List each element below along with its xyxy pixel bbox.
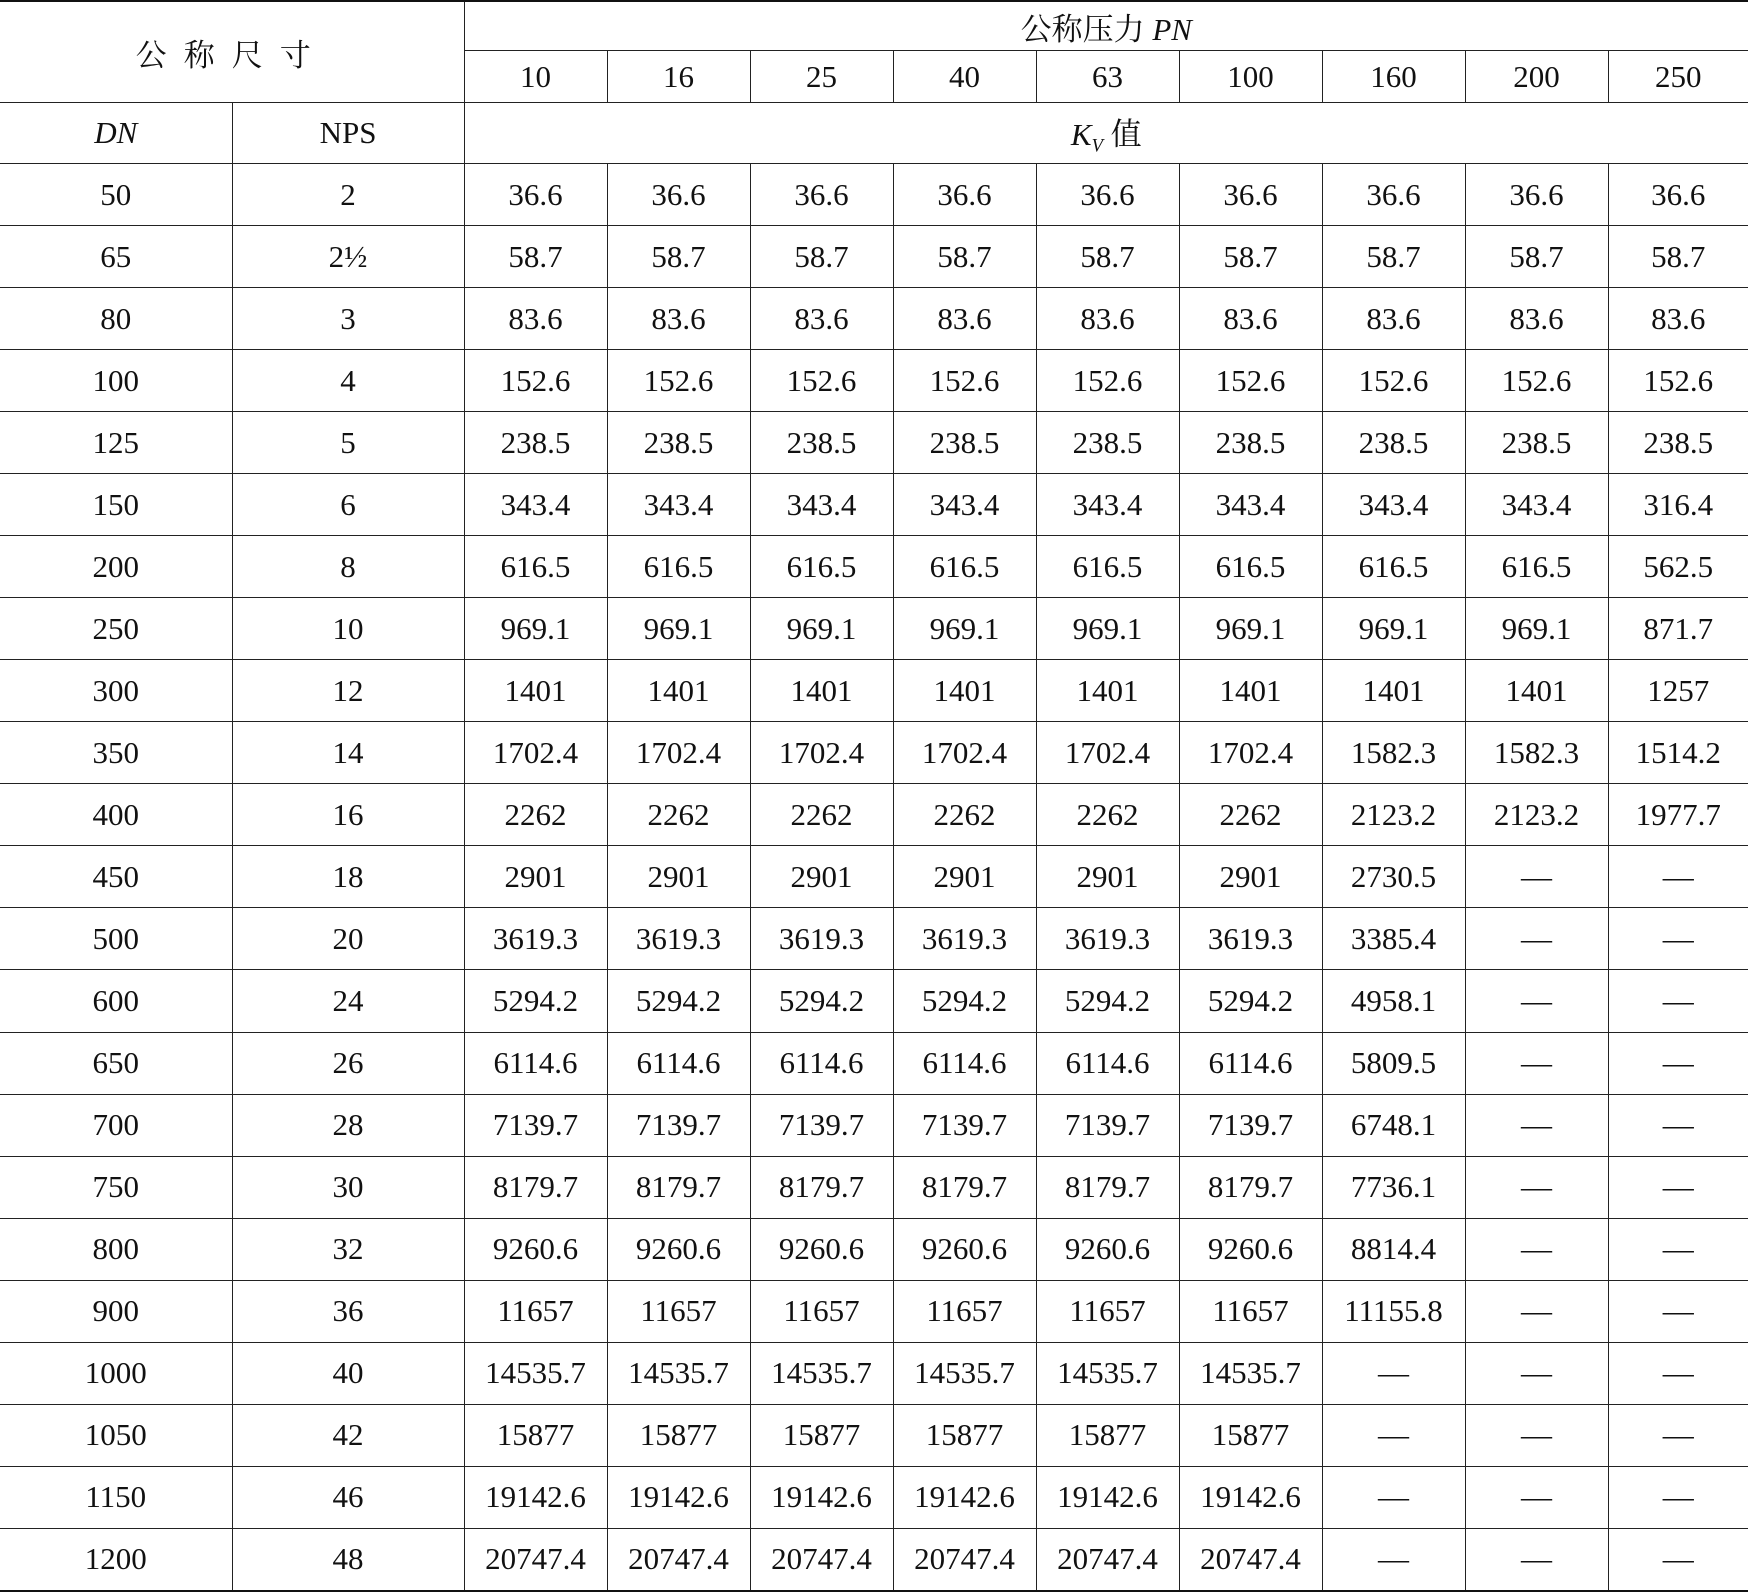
kv-value-cell: 19142.6: [1036, 1466, 1179, 1528]
kv-value-cell: —: [1465, 1528, 1608, 1591]
table-row: [0, 846, 1748, 908]
kv-value-cell: —: [1322, 1528, 1465, 1591]
dn-cell: 600: [0, 970, 232, 1032]
kv-value-cell: 9260.6: [1179, 1218, 1322, 1280]
kv-value-cell: 5809.5: [1322, 1032, 1465, 1094]
nominal-pressure-symbol: PN: [1152, 11, 1192, 47]
kv-value-cell: —: [1465, 1094, 1608, 1156]
kv-value-cell: 3619.3: [464, 908, 607, 970]
kv-value-cell: 2262: [464, 784, 607, 846]
kv-value-cell: 8179.7: [607, 1156, 750, 1218]
kv-value-cell: 343.4: [464, 474, 607, 536]
kv-value-cell: 5294.2: [607, 970, 750, 1032]
kv-value-cell: 343.4: [1179, 474, 1322, 536]
kv-value-cell: 343.4: [1036, 474, 1179, 536]
kv-value-cell: 238.5: [1465, 412, 1608, 474]
kv-value-cell: 36.6: [1322, 164, 1465, 226]
nps-cell: 36: [232, 1280, 464, 1342]
kv-value-cell: 1514.2: [1608, 722, 1748, 784]
nps-cell: 3: [232, 288, 464, 350]
dn-cell: 400: [0, 784, 232, 846]
kv-value-cell: 7139.7: [750, 1094, 893, 1156]
kv-value-cell: —: [1465, 1404, 1608, 1466]
kv-value-cell: 1401: [1036, 660, 1179, 722]
dn-cell: 100: [0, 350, 232, 412]
kv-value-cell: 9260.6: [750, 1218, 893, 1280]
kv-value-cell: 238.5: [1179, 412, 1322, 474]
kv-value-cell: 616.5: [1179, 536, 1322, 598]
nps-cell: 46: [232, 1466, 464, 1528]
kv-value-cell: 969.1: [1036, 598, 1179, 660]
kv-value-cell: 6114.6: [750, 1032, 893, 1094]
kv-value-cell: 6114.6: [1179, 1032, 1322, 1094]
kv-value-cell: 15877: [893, 1404, 1036, 1466]
table-row: [0, 164, 1748, 226]
kv-value-cell: 1257: [1608, 660, 1748, 722]
kv-value-cell: 152.6: [1036, 350, 1179, 412]
kv-value-cell: 20747.4: [1179, 1528, 1322, 1591]
kv-value-cell: 2262: [1179, 784, 1322, 846]
kv-value-cell: —: [1322, 1404, 1465, 1466]
kv-value-cell: 9260.6: [464, 1218, 607, 1280]
kv-value-cell: 83.6: [1608, 288, 1748, 350]
kv-value-cell: 7139.7: [1036, 1094, 1179, 1156]
kv-value-cell: 36.6: [1179, 164, 1322, 226]
kv-value-cell: 1582.3: [1322, 722, 1465, 784]
pn-class-cell: 16: [607, 51, 750, 103]
kv-value-cell: 152.6: [1322, 350, 1465, 412]
kv-value-cell: —: [1465, 846, 1608, 908]
kv-value-cell: 11657: [607, 1280, 750, 1342]
kv-value-cell: 20747.4: [893, 1528, 1036, 1591]
kv-value-cell: —: [1465, 1280, 1608, 1342]
header-row-units: [0, 103, 1748, 164]
kv-value-cell: 11657: [1036, 1280, 1179, 1342]
kv-value-cell: 58.7: [1608, 226, 1748, 288]
dn-cell: 150: [0, 474, 232, 536]
nps-cell: 24: [232, 970, 464, 1032]
kv-value-cell: 83.6: [464, 288, 607, 350]
kv-value-cell: 83.6: [1322, 288, 1465, 350]
kv-value-cell: 5294.2: [464, 970, 607, 1032]
kv-value-cell: 20747.4: [750, 1528, 893, 1591]
kv-value-cell: 969.1: [893, 598, 1036, 660]
nps-cell: 8: [232, 536, 464, 598]
kv-value-cell: 83.6: [1179, 288, 1322, 350]
dn-cell: 300: [0, 660, 232, 722]
kv-value-cell: 2123.2: [1322, 784, 1465, 846]
kv-value-cell: 8179.7: [464, 1156, 607, 1218]
nps-cell: 32: [232, 1218, 464, 1280]
kv-value-cell: 58.7: [893, 226, 1036, 288]
kv-value-cell: —: [1465, 1032, 1608, 1094]
nps-cell: 5: [232, 412, 464, 474]
kv-subscript: V: [1091, 135, 1103, 157]
kv-value-cell: —: [1608, 908, 1748, 970]
kv-value-cell: 1401: [1322, 660, 1465, 722]
kv-value-cell: 7139.7: [1179, 1094, 1322, 1156]
nps-cell: 16: [232, 784, 464, 846]
kv-value-cell: 616.5: [1036, 536, 1179, 598]
kv-value-cell: 5294.2: [1179, 970, 1322, 1032]
table-row: [0, 1218, 1748, 1280]
kv-value-cell: 7736.1: [1322, 1156, 1465, 1218]
kv-value-cell: 6114.6: [893, 1032, 1036, 1094]
kv-value-cell: 14535.7: [750, 1342, 893, 1404]
table-row: [0, 598, 1748, 660]
nps-cell: 6: [232, 474, 464, 536]
dn-cell: 500: [0, 908, 232, 970]
kv-value-cell: 14535.7: [464, 1342, 607, 1404]
kv-value-cell: 152.6: [1179, 350, 1322, 412]
kv-value-cell: 343.4: [1465, 474, 1608, 536]
kv-value-cell: 14535.7: [1036, 1342, 1179, 1404]
kv-value-cell: 238.5: [464, 412, 607, 474]
kv-value-cell: —: [1608, 1094, 1748, 1156]
table-row: [0, 1404, 1748, 1466]
kv-value-cell: 14535.7: [607, 1342, 750, 1404]
kv-value-cell: —: [1608, 846, 1748, 908]
kv-value-cell: 5294.2: [1036, 970, 1179, 1032]
pn-class-cell: 25: [750, 51, 893, 103]
kv-value-cell: —: [1465, 1342, 1608, 1404]
kv-value-cell: 616.5: [607, 536, 750, 598]
kv-value-cell: 3619.3: [607, 908, 750, 970]
nps-cell: 30: [232, 1156, 464, 1218]
kv-value-cell: 616.5: [893, 536, 1036, 598]
kv-value-cell: 9260.6: [1036, 1218, 1179, 1280]
kv-value-cell: 152.6: [1608, 350, 1748, 412]
nps-header: NPS: [232, 103, 464, 164]
table-row: [0, 412, 1748, 474]
dn-cell: 250: [0, 598, 232, 660]
kv-value-cell: 238.5: [1036, 412, 1179, 474]
pn-class-cell: 100: [1179, 51, 1322, 103]
kv-value-cell: 1401: [464, 660, 607, 722]
kv-value-cell: 14535.7: [1179, 1342, 1322, 1404]
kv-value-cell: 36.6: [1465, 164, 1608, 226]
kv-value-cell: 152.6: [750, 350, 893, 412]
kv-value-cell: 152.6: [1465, 350, 1608, 412]
dn-cell: 700: [0, 1094, 232, 1156]
dn-cell: 1150: [0, 1466, 232, 1528]
kv-value-cell: 2262: [893, 784, 1036, 846]
kv-value-cell: 343.4: [893, 474, 1036, 536]
kv-value-cell: 15877: [1036, 1404, 1179, 1466]
pn-class-cell: 160: [1322, 51, 1465, 103]
kv-value-cell: 969.1: [1465, 598, 1608, 660]
dn-cell: 80: [0, 288, 232, 350]
kv-value-cell: —: [1465, 1218, 1608, 1280]
kv-value-cell: 616.5: [1465, 536, 1608, 598]
kv-value-cell: 2730.5: [1322, 846, 1465, 908]
kv-value-cell: —: [1608, 1156, 1748, 1218]
kv-value-cell: 2262: [607, 784, 750, 846]
kv-value-cell: 83.6: [1465, 288, 1608, 350]
kv-value-cell: 9260.6: [607, 1218, 750, 1280]
kv-value-cell: 238.5: [1608, 412, 1748, 474]
kv-value-cell: 15877: [750, 1404, 893, 1466]
kv-value-cell: 2262: [750, 784, 893, 846]
table-row: [0, 288, 1748, 350]
kv-value-cell: —: [1608, 1528, 1748, 1591]
kv-symbol: K: [1070, 116, 1092, 152]
kv-value-cell: 2901: [1179, 846, 1322, 908]
kv-value-cell: 58.7: [464, 226, 607, 288]
dn-cell: 200: [0, 536, 232, 598]
nps-cell: 48: [232, 1528, 464, 1591]
nps-cell: 4: [232, 350, 464, 412]
table-row: [0, 1094, 1748, 1156]
dn-cell: 1200: [0, 1528, 232, 1591]
nominal-pressure-label: 公称压力: [1020, 11, 1145, 47]
table-row: [0, 1342, 1748, 1404]
kv-value-cell: 969.1: [1179, 598, 1322, 660]
table-row: [0, 350, 1748, 412]
kv-value-cell: —: [1608, 1466, 1748, 1528]
kv-value-cell: —: [1608, 970, 1748, 1032]
kv-value-cell: 15877: [464, 1404, 607, 1466]
table-row: [0, 1032, 1748, 1094]
kv-value-cell: 1401: [893, 660, 1036, 722]
kv-value-cell: 2901: [1036, 846, 1179, 908]
kv-header: [464, 103, 1748, 164]
kv-value-cell: 58.7: [1036, 226, 1179, 288]
kv-value-cell: 20747.4: [1036, 1528, 1179, 1591]
dn-header: DN: [0, 103, 232, 164]
pn-class-cell: 63: [1036, 51, 1179, 103]
kv-value-cell: 11155.8: [1322, 1280, 1465, 1342]
kv-value-cell: 20747.4: [464, 1528, 607, 1591]
pn-class-cell: 250: [1608, 51, 1748, 103]
dn-cell: 1000: [0, 1342, 232, 1404]
kv-value-cell: 36.6: [464, 164, 607, 226]
kv-value-cell: 3619.3: [893, 908, 1036, 970]
kv-value-cell: 1401: [750, 660, 893, 722]
nominal-size-label: 公称尺寸: [135, 37, 328, 73]
dn-cell: 800: [0, 1218, 232, 1280]
kv-value-cell: —: [1465, 908, 1608, 970]
kv-value-cell: 3619.3: [1179, 908, 1322, 970]
kv-value-cell: 152.6: [893, 350, 1036, 412]
kv-value-cell: 7139.7: [607, 1094, 750, 1156]
kv-value-cell: 19142.6: [750, 1466, 893, 1528]
table-row: [0, 1156, 1748, 1218]
kv-value-cell: 58.7: [750, 226, 893, 288]
kv-value-cell: 343.4: [607, 474, 750, 536]
kv-value-cell: 19142.6: [464, 1466, 607, 1528]
kv-value-cell: —: [1465, 1156, 1608, 1218]
kv-value-cell: 152.6: [607, 350, 750, 412]
kv-value-cell: 83.6: [607, 288, 750, 350]
kv-value-cell: 58.7: [1465, 226, 1608, 288]
pn-class-cell: 10: [464, 51, 607, 103]
kv-value-cell: 2901: [464, 846, 607, 908]
kv-value-cell: 7139.7: [893, 1094, 1036, 1156]
kv-value-cell: 8179.7: [1036, 1156, 1179, 1218]
kv-value-cell: 83.6: [1036, 288, 1179, 350]
kv-suffix: 值: [1110, 116, 1142, 152]
table-row: [0, 536, 1748, 598]
nps-cell: 14: [232, 722, 464, 784]
kv-value-cell: 1401: [1179, 660, 1322, 722]
kv-value-cell: 238.5: [750, 412, 893, 474]
table-row: [0, 474, 1748, 536]
kv-value-cell: 343.4: [750, 474, 893, 536]
kv-value-cell: 14535.7: [893, 1342, 1036, 1404]
kv-value-cell: 11657: [893, 1280, 1036, 1342]
kv-value-cell: —: [1608, 1280, 1748, 1342]
kv-value-cell: 36.6: [1608, 164, 1748, 226]
kv-value-cell: 238.5: [893, 412, 1036, 474]
kv-value-cell: —: [1608, 1218, 1748, 1280]
kv-value-cell: 83.6: [893, 288, 1036, 350]
table-row: [0, 1466, 1748, 1528]
kv-value-cell: 2901: [893, 846, 1036, 908]
dn-cell: 350: [0, 722, 232, 784]
kv-value-cell: 2901: [750, 846, 893, 908]
nps-cell: 10: [232, 598, 464, 660]
kv-value-cell: 969.1: [607, 598, 750, 660]
table-row: [0, 784, 1748, 846]
dn-cell: 1050: [0, 1404, 232, 1466]
kv-value-cell: 343.4: [1322, 474, 1465, 536]
table-row: [0, 722, 1748, 784]
kv-value-cell: 6114.6: [464, 1032, 607, 1094]
dn-cell: 50: [0, 164, 232, 226]
nps-cell: 26: [232, 1032, 464, 1094]
kv-value-cell: 316.4: [1608, 474, 1748, 536]
table-row: [0, 1528, 1748, 1591]
kv-value-cell: 19142.6: [1179, 1466, 1322, 1528]
kv-value-cell: 1702.4: [607, 722, 750, 784]
table-row: [0, 226, 1748, 288]
table-body: [0, 1, 1748, 1591]
nominal-pressure-header: [464, 1, 1748, 51]
kv-value-cell: 5294.2: [893, 970, 1036, 1032]
kv-value-cell: 11657: [750, 1280, 893, 1342]
kv-value-cell: 1977.7: [1608, 784, 1748, 846]
kv-value-cell: 969.1: [1322, 598, 1465, 660]
kv-value-cell: 4958.1: [1322, 970, 1465, 1032]
nps-cell: 18: [232, 846, 464, 908]
kv-value-cell: 7139.7: [464, 1094, 607, 1156]
nps-cell: 42: [232, 1404, 464, 1466]
kv-value-cell: 1582.3: [1465, 722, 1608, 784]
kv-value-cell: 15877: [1179, 1404, 1322, 1466]
kv-value-cell: 6748.1: [1322, 1094, 1465, 1156]
kv-value-cell: 1401: [607, 660, 750, 722]
kv-value-cell: 58.7: [1322, 226, 1465, 288]
kv-value-cell: 58.7: [1179, 226, 1322, 288]
kv-value-cell: 562.5: [1608, 536, 1748, 598]
nominal-size-header: [0, 1, 464, 103]
kv-value-cell: 9260.6: [893, 1218, 1036, 1280]
nps-cell: 20: [232, 908, 464, 970]
kv-value-cell: 36.6: [750, 164, 893, 226]
kv-value-cell: 969.1: [464, 598, 607, 660]
dn-cell: 750: [0, 1156, 232, 1218]
kv-value-cell: 616.5: [750, 536, 893, 598]
kv-value-cell: 8179.7: [893, 1156, 1036, 1218]
table-row: [0, 908, 1748, 970]
dn-cell: 450: [0, 846, 232, 908]
kv-value-cell: 1702.4: [1036, 722, 1179, 784]
kv-value-cell: —: [1608, 1404, 1748, 1466]
kv-value-cell: 969.1: [750, 598, 893, 660]
kv-value-cell: 152.6: [464, 350, 607, 412]
kv-value-cell: 1702.4: [464, 722, 607, 784]
dn-cell: 900: [0, 1280, 232, 1342]
kv-value-cell: 83.6: [750, 288, 893, 350]
table-row: [0, 970, 1748, 1032]
kv-value-cell: 871.7: [1608, 598, 1748, 660]
kv-value-cell: 19142.6: [607, 1466, 750, 1528]
kv-value-cell: 6114.6: [607, 1032, 750, 1094]
nps-cell: 28: [232, 1094, 464, 1156]
kv-value-cell: 8814.4: [1322, 1218, 1465, 1280]
kv-value-cell: 15877: [607, 1404, 750, 1466]
table-row: [0, 1280, 1748, 1342]
dn-cell: 125: [0, 412, 232, 474]
kv-value-cell: 1702.4: [750, 722, 893, 784]
kv-value-cell: 58.7: [607, 226, 750, 288]
kv-value-cell: 3385.4: [1322, 908, 1465, 970]
kv-value-cell: 238.5: [607, 412, 750, 474]
kv-value-cell: 1702.4: [893, 722, 1036, 784]
kv-value-cell: 11657: [1179, 1280, 1322, 1342]
kv-value-cell: 36.6: [1036, 164, 1179, 226]
kv-value-cell: —: [1608, 1342, 1748, 1404]
kv-value-cell: 6114.6: [1036, 1032, 1179, 1094]
kv-value-cell: —: [1322, 1342, 1465, 1404]
kv-value-cell: —: [1465, 970, 1608, 1032]
kv-value-cell: 2901: [607, 846, 750, 908]
kv-value-cell: —: [1322, 1466, 1465, 1528]
kv-value-cell: 8179.7: [750, 1156, 893, 1218]
kv-value-cell: —: [1608, 1032, 1748, 1094]
kv-value-cell: 11657: [464, 1280, 607, 1342]
header-row-pressure: [0, 1, 1748, 51]
nps-cell: 2: [232, 164, 464, 226]
kv-value-cell: 2123.2: [1465, 784, 1608, 846]
nps-cell: 12: [232, 660, 464, 722]
nps-cell: 40: [232, 1342, 464, 1404]
kv-value-cell: 8179.7: [1179, 1156, 1322, 1218]
kv-value-cell: 1401: [1465, 660, 1608, 722]
kv-value-cell: 3619.3: [750, 908, 893, 970]
kv-value-cell: 36.6: [893, 164, 1036, 226]
kv-value-cell: 36.6: [607, 164, 750, 226]
kv-value-cell: 616.5: [1322, 536, 1465, 598]
kv-value-cell: 19142.6: [893, 1466, 1036, 1528]
kv-value-cell: 3619.3: [1036, 908, 1179, 970]
kv-value-cell: 616.5: [464, 536, 607, 598]
dn-cell: 65: [0, 226, 232, 288]
table-row: [0, 660, 1748, 722]
pn-class-cell: 40: [893, 51, 1036, 103]
kv-value-cell: 20747.4: [607, 1528, 750, 1591]
pn-class-cell: 200: [1465, 51, 1608, 103]
kv-value-cell: 1702.4: [1179, 722, 1322, 784]
dn-cell: 650: [0, 1032, 232, 1094]
kv-value-cell: 238.5: [1322, 412, 1465, 474]
kv-value-cell: 2262: [1036, 784, 1179, 846]
nps-cell: 2½: [232, 226, 464, 288]
kv-value-cell: —: [1465, 1466, 1608, 1528]
kv-value-cell: 5294.2: [750, 970, 893, 1032]
